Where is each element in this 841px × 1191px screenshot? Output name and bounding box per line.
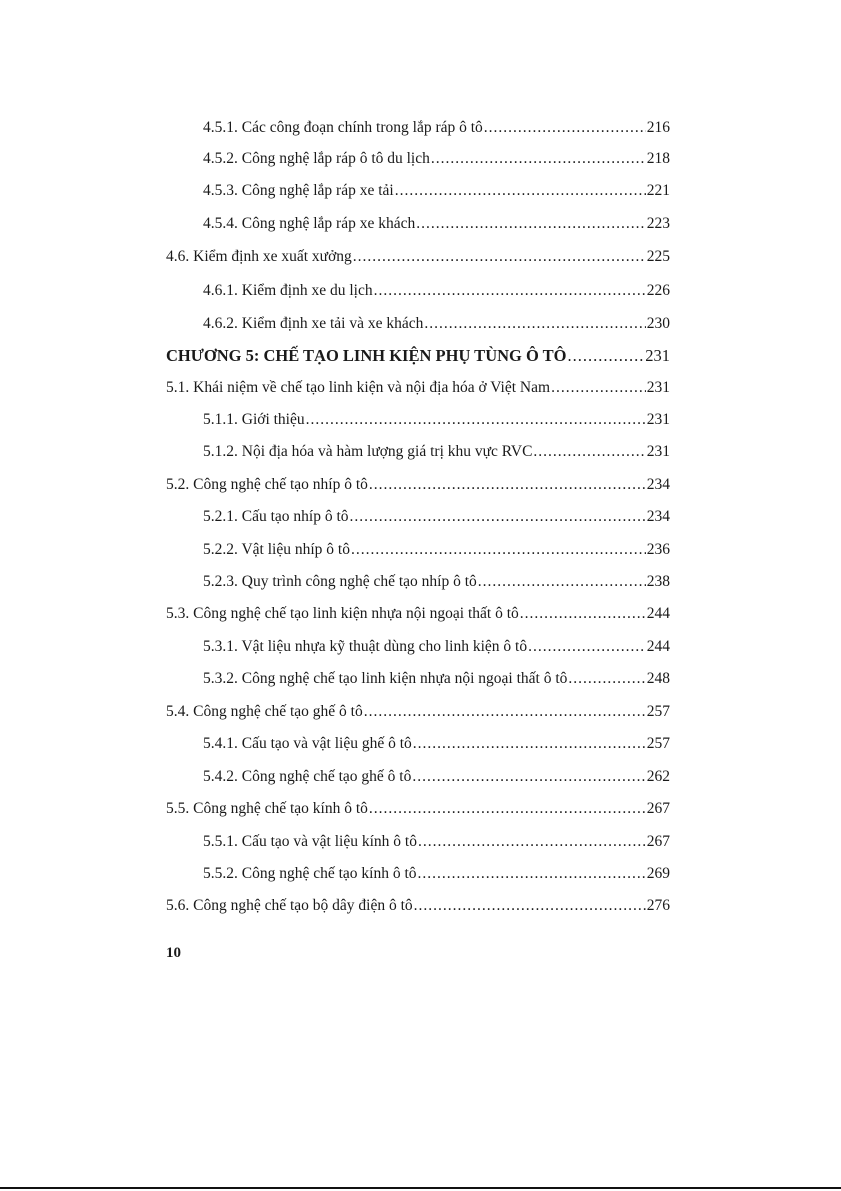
toc-entry-page: 225	[646, 248, 670, 265]
toc-entry-page: 248	[646, 670, 670, 687]
toc-entry-page: 276	[646, 897, 670, 914]
toc-entry-5-4-1	[203, 733, 670, 755]
toc-entry-title: 4.5.4. Công nghệ lắp ráp xe khách	[203, 215, 416, 232]
toc-leader-dots	[424, 313, 645, 335]
toc-leader-dots	[353, 246, 646, 268]
toc-leader-dots	[533, 441, 645, 463]
toc-entry-page: 231	[646, 379, 670, 396]
toc-entry-title: 5.5.1. Cấu tạo và vật liệu kính ô tô	[203, 833, 417, 850]
toc-entry-title: 5.5.2. Công nghệ chế tạo kính ô tô	[203, 865, 417, 882]
toc-entry-5-5-2	[203, 863, 670, 885]
toc-entry-title: 4.5.3. Công nghệ lắp ráp xe tải	[203, 182, 394, 199]
toc-leader-dots	[374, 280, 646, 302]
toc-entry-page: 257	[646, 735, 670, 752]
toc-entry-page: 221	[646, 182, 670, 199]
toc-entry-title: 4.5.1. Các công đoạn chính trong lắp ráp ô tô	[203, 119, 483, 136]
toc-entry-5-3-1	[203, 636, 670, 658]
toc-entry-title: 5.4.1. Cấu tạo và vật liệu ghế ô tô	[203, 735, 412, 752]
toc-entry-5-4	[166, 701, 670, 723]
toc-entry-page: 218	[646, 150, 670, 167]
toc-entry-4-5-2	[203, 148, 670, 170]
toc-entry-page: 269	[646, 865, 670, 882]
toc-leader-dots	[520, 603, 646, 625]
toc-leader-dots	[364, 701, 646, 723]
toc-entry-5-5	[166, 798, 670, 820]
toc-entry-4-6	[166, 246, 670, 268]
toc-leader-dots	[306, 409, 646, 431]
toc-entry-page: 236	[646, 541, 670, 558]
toc-entry-page: 231	[645, 346, 670, 365]
toc-entry-5-2	[166, 474, 670, 496]
toc-entry-title: 4.6. Kiểm định xe xuất xưởng	[166, 248, 352, 265]
toc-entry-5-1-2	[203, 441, 670, 463]
toc-entry-5-4-2	[203, 766, 670, 788]
toc-entry-5-1	[166, 377, 670, 399]
toc-entry-page: 230	[646, 315, 670, 332]
toc-leader-dots	[395, 180, 646, 202]
toc-entry-5-3	[166, 603, 670, 625]
toc-entry-5-2-1	[203, 506, 670, 528]
toc-entry-4-6-1	[203, 280, 670, 302]
toc-leader-dots	[418, 831, 646, 853]
toc-entry-4-5-4	[203, 213, 670, 235]
toc-entry-title: 5.3.2. Công nghệ chế tạo linh kiện nhựa nội ngoại thất ô tô	[203, 670, 568, 687]
toc-entry-title: 4.6.1. Kiểm định xe du lịch	[203, 282, 373, 299]
toc-entry-page: 244	[646, 605, 670, 622]
toc-leader-dots	[431, 148, 646, 170]
toc-entry-page: 216	[646, 119, 670, 136]
toc-entry-5-2-3	[203, 571, 670, 593]
toc-entry-page: 231	[646, 411, 670, 428]
toc-entry-4-6-2	[203, 313, 670, 335]
toc-entry-title: 5.3. Công nghệ chế tạo linh kiện nhựa nội ngoại thất ô tô	[166, 605, 519, 622]
toc-leader-dots	[351, 539, 646, 561]
toc-leader-dots	[414, 895, 646, 917]
toc-entry-page: 244	[646, 638, 670, 655]
toc-entry-title: 5.2.3. Quy trình công nghệ chế tạo nhíp ô tô	[203, 573, 477, 590]
toc-leader-dots	[528, 636, 646, 658]
toc-entry-4-5-1	[203, 117, 670, 139]
toc-entry-5-1-1	[203, 409, 670, 431]
toc-entry-title: 5.1. Khái niệm về chế tạo linh kiện và nội địa hóa ở Việt Nam	[166, 379, 551, 396]
toc-entry-5-5-1	[203, 831, 670, 853]
toc-entry-page: 223	[646, 215, 670, 232]
toc-leader-dots	[484, 117, 646, 139]
toc-leader-dots	[413, 733, 646, 755]
toc-leader-dots	[369, 474, 646, 496]
toc-entry-title: 5.2. Công nghệ chế tạo nhíp ô tô	[166, 476, 368, 493]
toc-entry-title: 5.6. Công nghệ chế tạo bộ dây điện ô tô	[166, 897, 413, 914]
toc-leader-dots	[369, 798, 646, 820]
toc-leader-dots	[412, 766, 645, 788]
toc-entry-page: 226	[646, 282, 670, 299]
toc-leader-dots	[418, 863, 646, 885]
toc-chapter-5	[166, 345, 670, 367]
toc-entry-page: 231	[646, 443, 670, 460]
toc-entry-page: 267	[646, 833, 670, 850]
toc-leader-dots	[551, 377, 646, 399]
toc-leader-dots	[567, 345, 644, 367]
toc-entry-title: 5.4. Công nghệ chế tạo ghế ô tô	[166, 703, 363, 720]
toc-entry-page: 262	[646, 768, 670, 785]
toc-entry-title: 5.5. Công nghệ chế tạo kính ô tô	[166, 800, 368, 817]
toc-leader-dots	[350, 506, 646, 528]
bottom-border-line	[0, 1187, 841, 1189]
toc-entry-title: 5.1.2. Nội địa hóa và hàm lượng giá trị khu vực RVC	[203, 443, 533, 460]
toc-entry-page: 238	[646, 573, 670, 590]
toc-entry-title: 5.4.2. Công nghệ chế tạo ghế ô tô	[203, 768, 412, 785]
toc-entry-5-6	[166, 895, 670, 917]
toc-entry-title: 5.1.1. Giới thiệu	[203, 411, 305, 428]
toc-entry-5-2-2	[203, 539, 670, 561]
toc-leader-dots	[568, 668, 645, 690]
toc-entry-title: 5.3.1. Vật liệu nhựa kỹ thuật dùng cho linh kiện ô tô	[203, 638, 528, 655]
toc-entry-title: 4.5.2. Công nghệ lắp ráp ô tô du lịch	[203, 150, 430, 167]
toc-entry-page: 234	[646, 476, 670, 493]
toc-leader-dots	[416, 213, 646, 235]
toc-chapter-title: CHƯƠNG 5: CHẾ TẠO LINH KIỆN PHỤ TÙNG Ô TÔ	[166, 346, 567, 365]
page-number: 10	[166, 945, 181, 961]
toc-entry-page: 257	[646, 703, 670, 720]
toc-entry-page: 267	[646, 800, 670, 817]
toc-entry-title: 5.2.2. Vật liệu nhíp ô tô	[203, 541, 350, 558]
toc-entry-title: 4.6.2. Kiểm định xe tải và xe khách	[203, 315, 424, 332]
toc-entry-page: 234	[646, 508, 670, 525]
toc-leader-dots	[478, 571, 646, 593]
toc-entry-4-5-3	[203, 180, 670, 202]
toc-entry-5-3-2	[203, 668, 670, 690]
toc-entry-title: 5.2.1. Cấu tạo nhíp ô tô	[203, 508, 349, 525]
